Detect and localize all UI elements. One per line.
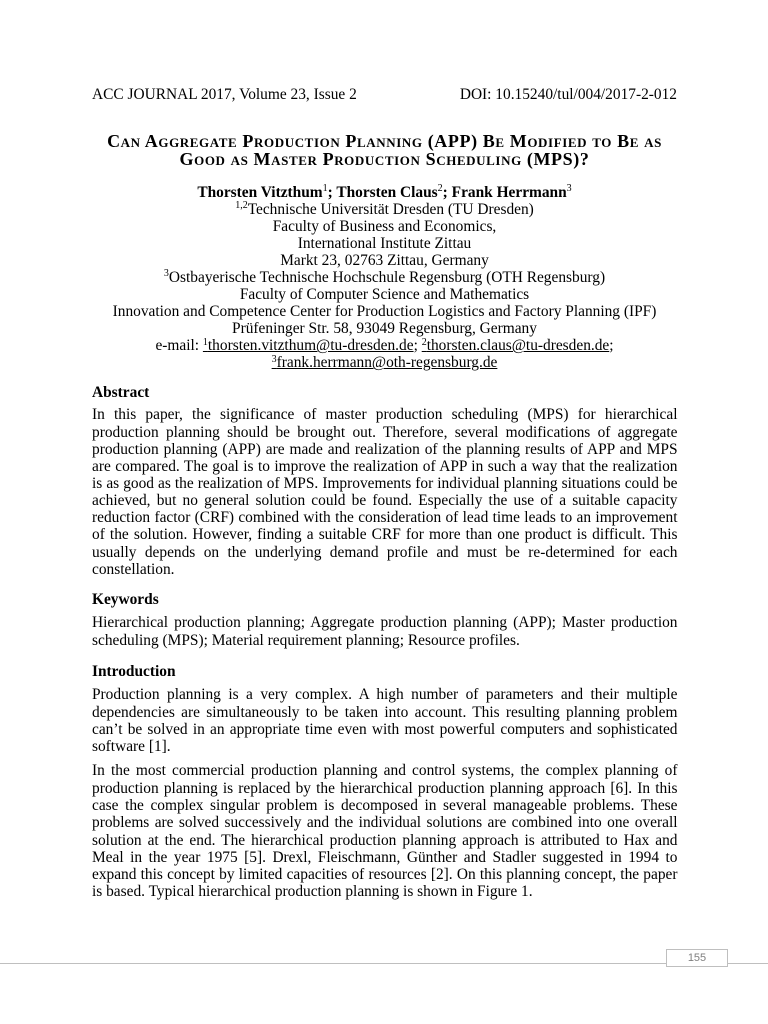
affiliation-line bbox=[92, 201, 677, 218]
email-mark: 2 bbox=[421, 336, 427, 348]
affiliation-line: Faculty of Computer Science and Mathematics bbox=[239, 286, 530, 304]
keywords-heading: Keywords bbox=[92, 591, 159, 609]
email-address: frank.herrmann@oth-regensburg.de bbox=[276, 354, 498, 372]
affiliation-mark: 1,2 bbox=[235, 200, 248, 212]
author-separator: ; bbox=[327, 183, 333, 201]
email-mark: 3 bbox=[271, 353, 277, 365]
email-label: e-mail: bbox=[155, 337, 200, 355]
introduction-paragraph: Production planning is a very complex. A high number of parameters and their multiple dependencies are simultaneously to be taken into account. This resulting planning problem can’t be solved in an appropriate time even with most powerful computers and sophisticated software [1]. bbox=[92, 686, 678, 756]
email-link-claus[interactable] bbox=[422, 337, 610, 354]
email-separator: ; bbox=[413, 337, 418, 355]
email-address: thorsten.vitzthum@tu-dresden.de bbox=[207, 337, 414, 355]
affiliation-institution: Technische Universität Dresden (TU Dresden) bbox=[247, 200, 534, 218]
affiliation-address: Markt 23, 02763 Zittau, Germany bbox=[280, 251, 489, 269]
page-number: 155 bbox=[687, 952, 707, 964]
affiliation-line: Innovation and Competence Center for Production Logistics and Factory Planning (IPF) bbox=[112, 303, 657, 321]
author-affiliation-mark: 2 bbox=[437, 183, 443, 194]
affiliation-institution: Ostbayerische Technische Hochschule Regensburg (OTH Regensburg) bbox=[168, 268, 606, 286]
abstract-heading: Abstract bbox=[92, 384, 150, 402]
introduction-heading: Introduction bbox=[92, 663, 176, 681]
author-name: Frank Herrmann bbox=[451, 183, 567, 201]
page-number-box bbox=[666, 949, 728, 967]
keywords-paragraph: Hierarchical production planning; Aggregate production planning (APP); Master production scheduling (MPS); Material requirement planning; Resource profiles. bbox=[92, 614, 678, 649]
email-separator: ; bbox=[609, 337, 614, 355]
author-separator: ; bbox=[442, 183, 448, 201]
running-header bbox=[92, 86, 677, 103]
title-line: Can Aggregate Production Planning (APP) Be Modified to Be as bbox=[107, 130, 662, 151]
author-affiliation-mark: 1 bbox=[322, 183, 328, 194]
affiliation-line bbox=[92, 269, 677, 286]
introduction-paragraph: In the most commercial production planning and control systems, the complex planning of production planning is replaced by the hierarchical production planning approach [6]. In this case the complex singular problem is decomposed in several manageable problems. These problems are solved successively and the individual solutions are combined into one overall solution at the end. The hierarchical production planning approach is attributed to Hax and Meal in the year 1975 [5]. Drexl, Fleischmann, Günther and Stadler suggested in 1994 to expand this concept by limited capacities of resources [2]. On this planning concept, the paper is based. Typical hierarchical production planning is shown in Figure 1. bbox=[92, 762, 678, 901]
author-block bbox=[92, 184, 677, 372]
author-affiliation-mark: 3 bbox=[566, 183, 572, 194]
title-line: Good as Master Production Scheduling (MPS)? bbox=[179, 149, 590, 170]
affiliation-line: International Institute Zittau bbox=[297, 234, 472, 252]
journal-issue: ACC JOURNAL 2017, Volume 23, Issue 2 bbox=[92, 86, 357, 104]
footer-rule bbox=[0, 963, 768, 964]
email-line bbox=[92, 337, 677, 354]
email-line bbox=[92, 354, 677, 371]
abstract-paragraph: In this paper, the significance of master production scheduling (MPS) for hierarchical production planning should be brought out. Therefore, several modifications of aggregate production planning (APP) are made and realization of the planning results of APP and MPS are compared. The goal is to improve the realization of APP in such a way that the realization is as good as the realization of MPS. Improvements for individual planning situations could be achieved, but no general solution could be found. Especially the use of a suitable capacity reduction factor (CRF) combined with the consideration of lead time leads to an improvement of the solution. However, finding a suitable CRF for more than one product is difficult. This usually depends on the underlying demand profile and must be re-determined for each constellation. bbox=[92, 406, 678, 578]
email-link-herrmann[interactable] bbox=[272, 354, 498, 371]
author-line bbox=[92, 184, 677, 201]
email-address: thorsten.claus@tu-dresden.de bbox=[426, 337, 610, 355]
email-link-vitzthum[interactable] bbox=[203, 337, 414, 354]
doi: DOI: 10.15240/tul/004/2017-2-012 bbox=[459, 86, 677, 104]
paper-title bbox=[92, 132, 677, 169]
affiliation-line: Faculty of Business and Economics, bbox=[272, 217, 497, 235]
affiliation-mark: 3 bbox=[163, 268, 169, 280]
email-mark: 1 bbox=[202, 336, 208, 348]
author-name: Thorsten Vitzthum bbox=[197, 183, 323, 201]
affiliation-address: Prüfeninger Str. 58, 93049 Regensburg, Germany bbox=[232, 320, 537, 338]
author-name: Thorsten Claus bbox=[336, 183, 438, 201]
